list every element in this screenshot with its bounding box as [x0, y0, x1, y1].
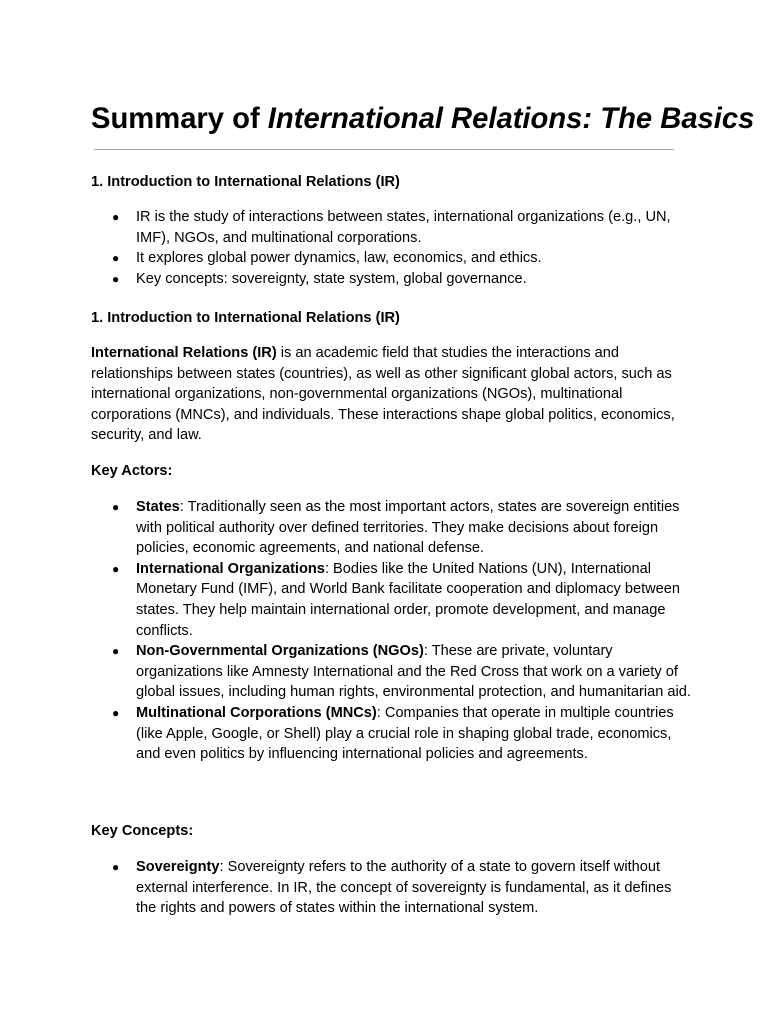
intro-term: International Relations (IR) — [91, 345, 277, 361]
key-concept-text: : Sovereignty refers to the authority of a state to govern itself without external interference. In IR, the concept of sovereignty is fundamental, as it defines the rights and powers of states within the international system. — [136, 859, 672, 917]
key-actor-text: : Traditionally seen as the most important actors, states are sovereign entities with political authority over defined territories. They make decisions about foreign policies, economic agreements, and national defense. — [136, 499, 680, 557]
section1-heading: 1. Introduction to International Relations (IR) — [91, 174, 400, 190]
key-actors-heading: Key Actors: — [91, 463, 173, 479]
key-actor-term: International Organizations — [136, 560, 325, 577]
key-actor-text: : These are private, voluntary organizations like Amnesty International and the Red Cross that work on a variety of global issues, including human rights, environmental protection, and humanitarian aid. — [136, 643, 691, 701]
intro-text: is an academic field that studies the interactions and relationships between states (countries), as well as other significant global actors, such as international organizations, non-governmental organizations (NGOs), multinational corporations (MNCs), and individuals. These interactions shape global politics, economics, security, and law. — [91, 345, 675, 444]
section1-bullet: ● Key concepts: sovereignty, state system, global governance. — [91, 269, 691, 290]
key-actor-item — [91, 641, 691, 703]
section2-heading: 1. Introduction to International Relations (IR) — [91, 310, 400, 326]
intro-paragraph — [91, 343, 681, 446]
title-book-name: International Relations: The Basics — [267, 103, 755, 135]
title-prefix: Summary of — [91, 103, 268, 135]
key-actor-text: : Bodies like the United Nations (UN), International Monetary Fund (IMF), and World Bank facilitate cooperation and diplomacy between states. They help maintain international order, promote development, and manage conflicts. — [136, 560, 681, 639]
key-actor-item — [91, 559, 691, 641]
key-concept-term: Sovereignty — [136, 859, 220, 875]
key-actor-text: : Companies that operate in multiple countries (like Apple, Google, or Shell) play a crucial role in shaping global trade, economics, and even politics by influencing international policies and agreements. — [136, 704, 674, 763]
document-title — [91, 103, 755, 135]
key-actor-term: States — [136, 499, 180, 515]
section1-bullet: ● IR is the study of interactions between states, international organizations (e.g., UN, IMF), NGOs, and multinational corporations. — [91, 207, 691, 248]
key-actors-list — [91, 497, 691, 765]
horizontal-divider — [94, 149, 674, 150]
section1-bullet-list — [91, 207, 691, 289]
key-concepts-list — [91, 857, 691, 919]
key-actor-term: Non-Governmental Organizations (NGOs) — [136, 643, 424, 660]
key-actor-item — [91, 703, 691, 765]
section1-bullet: ● It explores global power dynamics, law, economics, and ethics. — [91, 248, 691, 269]
key-concept-item — [91, 857, 691, 919]
key-actor-item — [91, 497, 691, 559]
key-actor-term: Multinational Corporations (MNCs) — [136, 704, 377, 721]
key-concepts-heading: Key Concepts: — [91, 823, 194, 839]
